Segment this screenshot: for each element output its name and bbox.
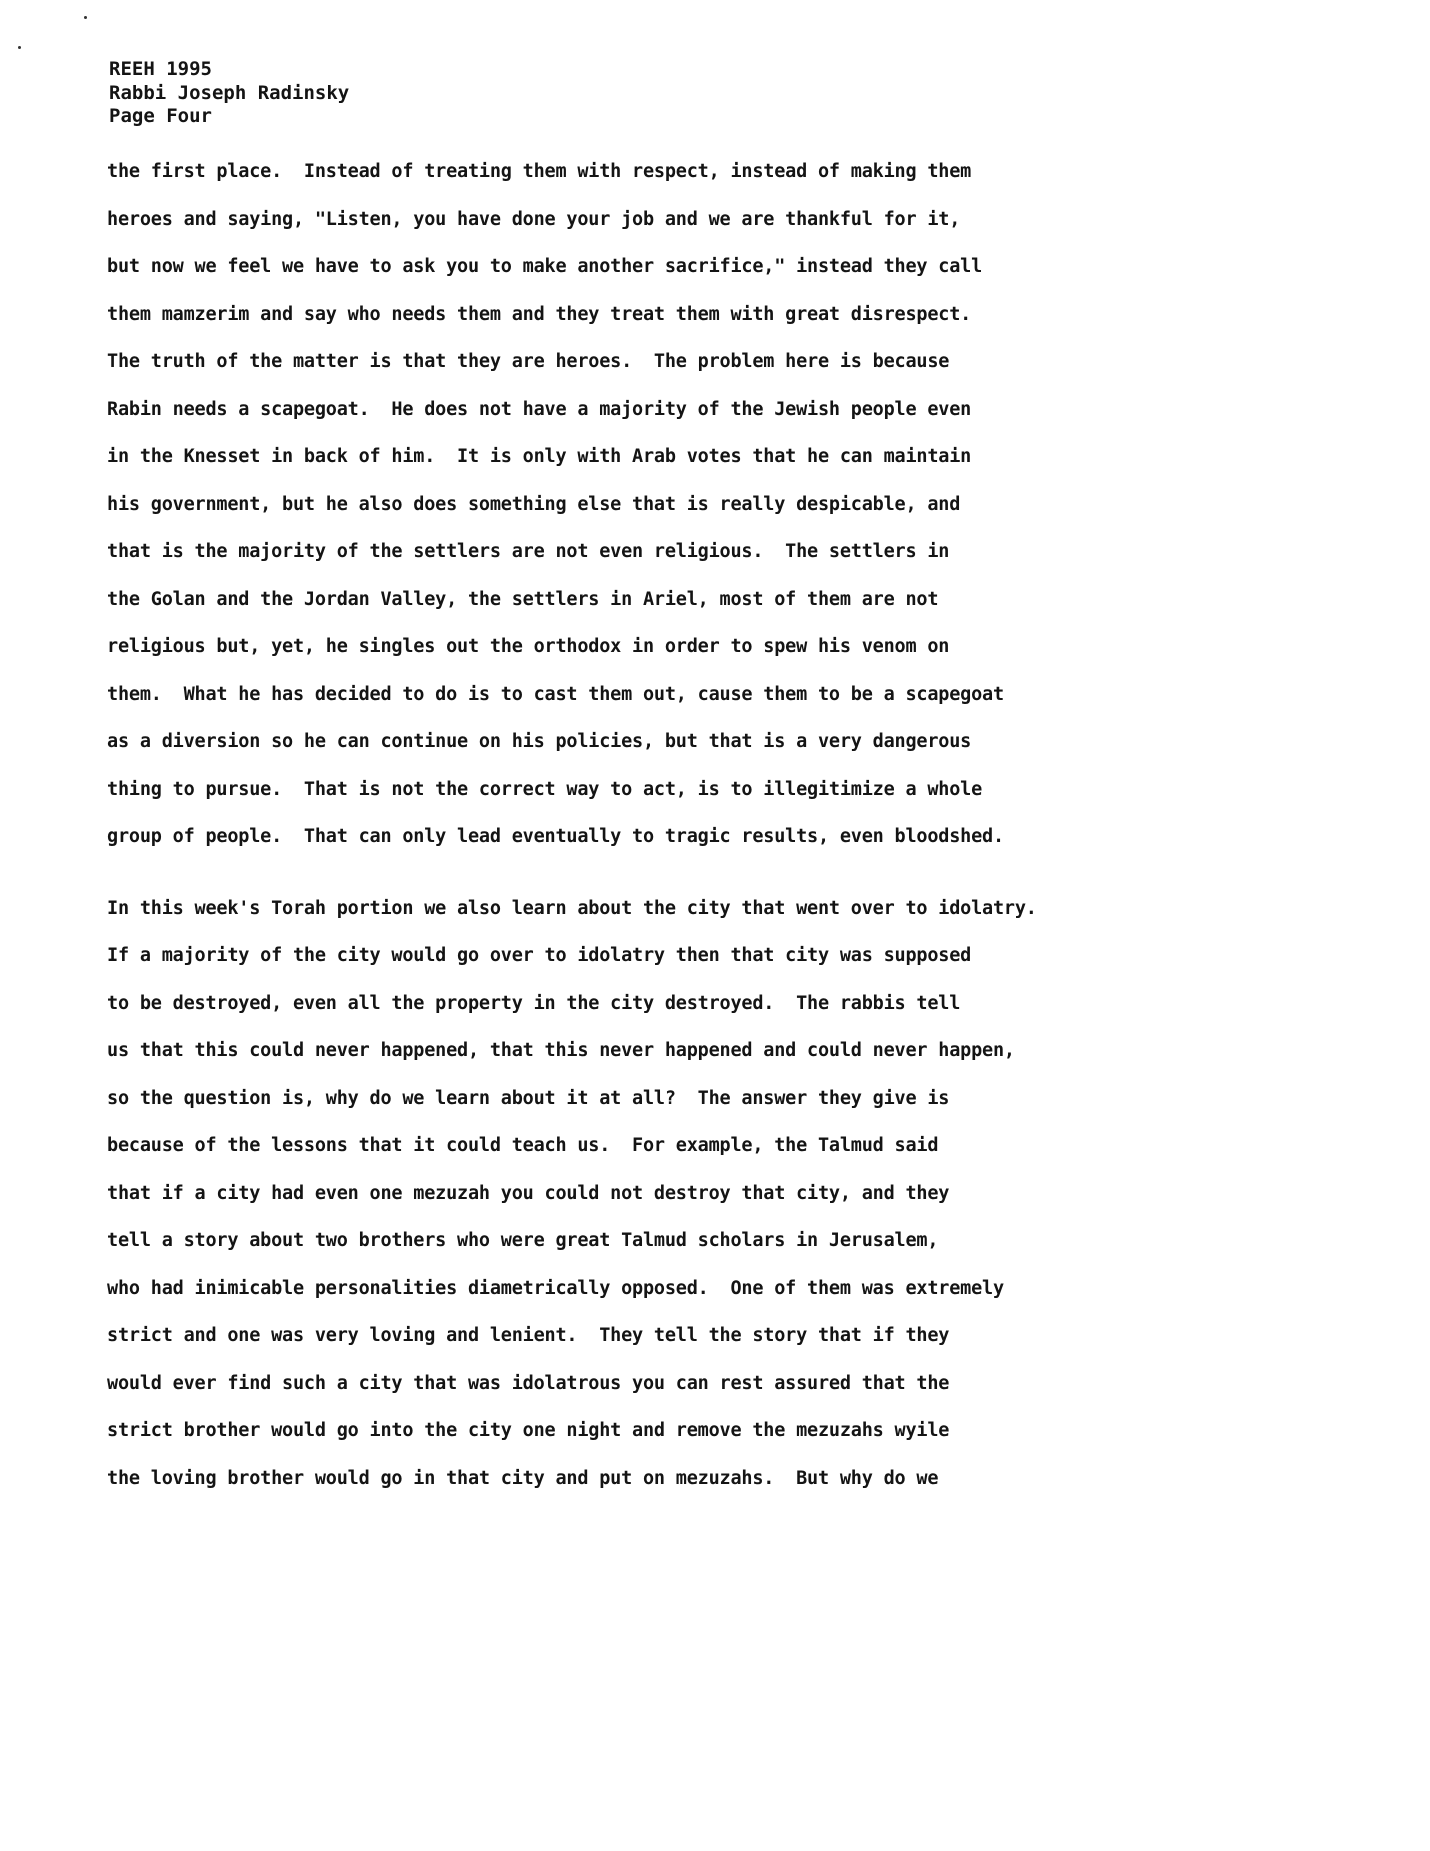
text-line: strict brother would go into the city one night and remove the mezuzahs wyile: [107, 1420, 950, 1441]
text-line: but now we feel we have to ask you to make another sacrifice," instead they call: [107, 256, 983, 277]
text-line: strict and one was very loving and lenient. They tell the story that if they: [107, 1325, 950, 1346]
document-title: REEH 1995: [109, 58, 212, 80]
text-line: so the question is, why do we learn about it at all? The answer they give is: [107, 1087, 950, 1109]
scan-speck: [84, 16, 87, 19]
text-line: the Golan and the Jordan Valley, the settlers in Ariel, most of them are not: [107, 588, 939, 610]
scan-speck: [18, 46, 21, 49]
paragraph-2: [107, 885, 1387, 1503]
page-number-label: Page Four: [109, 105, 212, 127]
text-line: thing to pursue. That is not the correct way to act, is to illegitimize a whole: [107, 778, 983, 800]
text-line: The truth of the matter is that they are heroes. The problem here is because: [107, 351, 950, 372]
text-line: his government, but he also does something else that is really despicable, and: [107, 493, 961, 515]
text-line: group of people. That can only lead eventually to tragic results, even bloodshed.: [107, 826, 1004, 847]
text-line: in the Knesset in back of him. It is only with Arab votes that he can maintain: [107, 446, 972, 467]
text-line: because of the lessons that it could teach us. For example, the Talmud said: [107, 1135, 939, 1156]
text-line: who had inimicable personalities diametrically opposed. One of them was extremely: [107, 1277, 1004, 1299]
text-line: them. What he has decided to do is to cast them out, cause them to be a scapegoat: [107, 683, 1004, 705]
text-line: that if a city had even one mezuzah you could not destroy that city, and they: [107, 1182, 950, 1204]
text-line: the loving brother would go in that city and put on mezuzahs. But why do we: [107, 1467, 939, 1489]
text-line: them mamzerim and say who needs them and they treat them with great disrespect.: [107, 303, 972, 325]
text-line: us that this could never happened, that this never happened and could never happen,: [107, 1040, 1015, 1061]
text-line: Rabin needs a scapegoat. He does not have a majority of the Jewish people even: [107, 398, 972, 420]
paragraph-1: [107, 148, 1387, 861]
text-line: If a majority of the city would go over to idolatry then that city was supposed: [107, 945, 972, 966]
document-body: [107, 148, 1387, 1502]
text-line: the first place. Instead of treating them with respect, instead of making them: [107, 161, 972, 182]
text-line: tell a story about two brothers who were great Talmud scholars in Jerusalem,: [107, 1230, 939, 1251]
text-line: In this week's Torah portion we also learn about the city that went over to idolatry.: [107, 897, 1037, 919]
text-line: to be destroyed, even all the property in the city destroyed. The rabbis tell: [107, 992, 961, 1014]
document-author: Rabbi Joseph Radinsky: [109, 81, 350, 104]
text-line: heroes and saying, "Listen, you have done your job and we are thankful for it,: [107, 208, 961, 230]
text-line: that is the majority of the settlers are not even religious. The settlers in: [107, 541, 950, 562]
text-line: as a diversion so he can continue on his policies, but that is a very dangerous: [107, 731, 972, 752]
document-header: [109, 58, 349, 129]
text-line: would ever find such a city that was idolatrous you can rest assured that the: [107, 1372, 950, 1394]
text-line: religious but, yet, he singles out the orthodox in order to spew his venom on: [107, 636, 950, 657]
